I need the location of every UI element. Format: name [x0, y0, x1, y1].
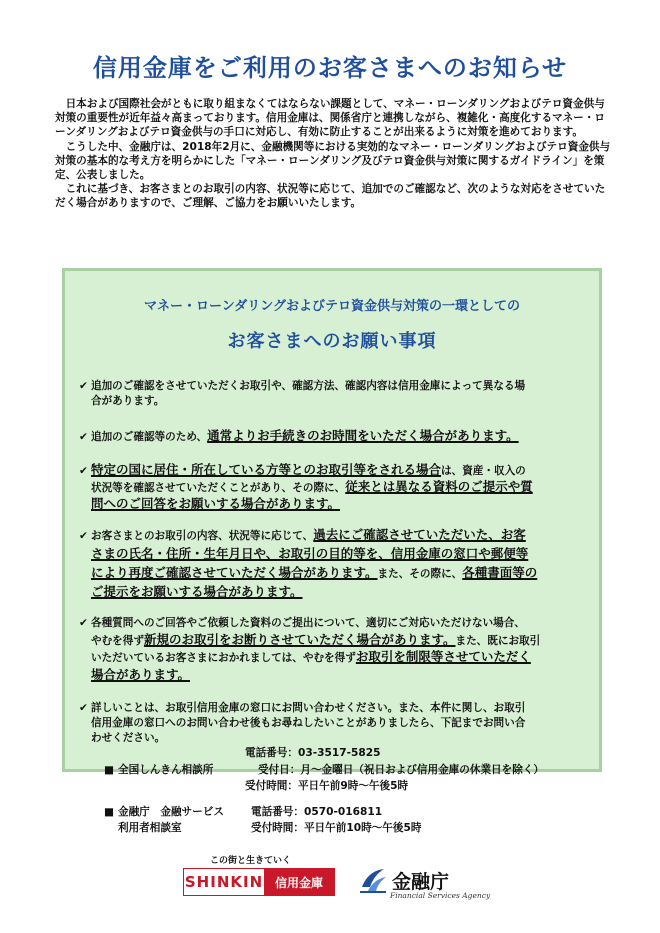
- request-box: [62, 268, 602, 772]
- contact-phone: 電話番号：0570-016811: [251, 806, 383, 818]
- intro-paragraph-3: これに基づき、お客さまとのお取引の内容、状況等に応じて、追加でのご確認など、次のような対応をさせていただく場合がありますので、ご理解、ご協力をお願いいたします。: [55, 183, 606, 210]
- contact-name: 金融庁 金融サービス: [118, 806, 224, 818]
- contact-name-line2: 利用者相談室: [118, 822, 182, 834]
- emphasis-text: 各種書面等の: [462, 565, 538, 580]
- emphasis-text: さまの氏名・住所・生年月日や、お取引の目的等を、信用金庫の窓口や郵便等: [91, 546, 529, 561]
- emphasis-text: 新規のお取引をお断りさせていただく場合があります。: [143, 631, 456, 647]
- box-title: お客さまへのお願い事項: [227, 331, 437, 352]
- emphasis-text: 通常よりお手続きのお時間をいただく場合があります。: [207, 428, 519, 443]
- contact-bullet: ■: [104, 764, 115, 776]
- request-item-2: ✔ 追加のご確認等のため、通常よりお手続きのお時間をいただく場合があります。: [79, 428, 519, 443]
- request-item-3: ✔ 特定の国に居住・所在している方等とのお取引等をされる場合は、資産・収入の 状況等を確認させていただくことがあり、その際に、従来とは異なる資料のご提示や質 問へのご回答をお願いする場合があります。: [79, 462, 533, 511]
- request-item-1: ✔ 追加のご確認をさせていただくお取引や、確認方法、確認内容は信用金庫によって異なる場 合があります。: [79, 380, 526, 407]
- emphasis-text: 場合があります。: [91, 666, 191, 682]
- contact-hours: 受付時間：平日午前10時～午後5時: [251, 822, 422, 834]
- fsa-emblem-icon: [358, 865, 388, 895]
- shinkin-logo: [183, 868, 335, 896]
- contact-days: 受付日：月～金曜日（祝日および信用金庫の休業日を除く）: [258, 764, 545, 776]
- request-item-6: ✔ 詳しいことは、お取引信用金庫の窓口にお問い合わせください。また、本件に関し、お取引 信用金庫の窓口へのお問い合わせ後もお尋ねしたいことがありましたら、下記までお問い合 わせください。: [79, 702, 526, 744]
- fsa-logo: [358, 863, 498, 903]
- emphasis-text: 特定の国に居住・所在している方等とのお取引等をされる場合: [91, 462, 442, 477]
- check-icon: ✔: [79, 431, 88, 443]
- check-icon: ✔: [79, 380, 88, 392]
- emphasis-text: お取引を制限等させていただく: [355, 649, 531, 664]
- shinkin-tagline: この街と生きていく: [210, 856, 292, 866]
- request-item-5: ✔ 各種質問へのご回答やご依頼した資料のご提出について、適切にご対応いただけない場合、 やむを得ず新規のお取引をお断りさせていただく場合があります。また、既にお取引 いただいているお客さまにおかれましては、やむを得ずお取引を制限等させていただく 場合があります。: [79, 617, 541, 682]
- check-icon: ✔: [79, 465, 88, 477]
- check-icon: ✔: [79, 702, 88, 714]
- fsa-name-en: Financial Services Agency: [390, 891, 491, 900]
- contact-bullet: ■: [104, 806, 115, 818]
- emphasis-text: 問へのご回答をお願いする場合があります。: [91, 496, 341, 511]
- page-title: 信用金庫をご利用のお客さまへのお知らせ: [92, 54, 568, 82]
- fsa-name: 金融庁: [392, 871, 450, 893]
- intro-paragraph-1: 日本および国際社会がともに取り組まなくてはならない課題として、マネー・ローンダリングおよびテロ資金供与対策の重要性が近年益々高まっております。信用金庫は、関係省庁と連携しながら、複雑化・高度化するマネー・ローンダリングおよびテロ資金供与の手口に対応し、有効に防止することが出来るように対策を進めております。: [55, 98, 606, 139]
- emphasis-text: 過去にご確認させていただいた、お客: [313, 527, 526, 542]
- emphasis-text: ご提示をお願いする場合があります。: [91, 584, 303, 599]
- emphasis-text: 従来とは異なる資料のご提示や質: [345, 479, 533, 494]
- request-item-4: ✔ お客さまとのお取引の内容、状況等に応じて、過去にご確認させていただいた、お客 さまの氏名・住所・生年月日や、お取引の目的等を、信用金庫の窓口や郵便等 により再度ご確認させていただく場合があります。また、その際に、各種書面等の ご提示をお願いする場合があります。: [79, 527, 538, 599]
- intro-paragraph-2: こうした中、金融庁は、2018年2月に、金融機関等における実効的なマネー・ローンダリングおよびテロ資金供与対策の基本的な考え方を明らかにした「マネー・ローンダリング及びテロ資金供与対策に関するガイドライン」を策定、公表しました。: [55, 140, 611, 182]
- emphasis-text: により再度ご確認させていただく場合があります。: [91, 565, 378, 580]
- check-icon: ✔: [79, 617, 88, 629]
- contact-hours: 受付時間：平日午前9時～午後5時: [245, 780, 409, 792]
- shinkin-logo-jp: 信用金庫: [264, 869, 334, 895]
- contact-phone: 電話番号：03-3517-5825: [245, 747, 381, 759]
- box-subtitle: マネー・ローンダリングおよびテロ資金供与対策の一環としての: [144, 299, 520, 314]
- shinkin-logo-en: SHINKIN: [184, 869, 264, 895]
- intro-text: [55, 97, 615, 211]
- contact-name: 全国しんきん相談所: [118, 764, 214, 776]
- check-icon: ✔: [79, 530, 88, 542]
